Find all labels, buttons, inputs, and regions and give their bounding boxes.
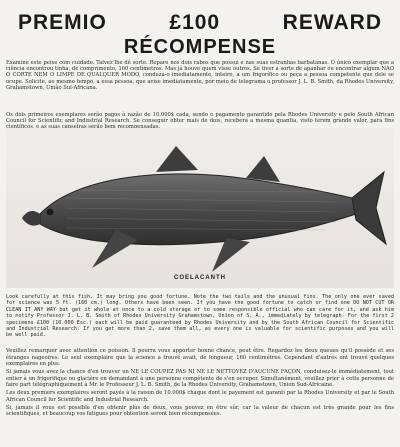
pelvic-fin — [212, 238, 250, 272]
fish-body — [40, 174, 356, 245]
english-text: Look carefully at this fish. It may bring you good fortune. Note the two tails and the unusual fins. The only one ever saved for science was 5 ft. (160 cm.) long. Others have been seen. If you have the good fortune to catch or find one DO NOT CUT OR CLEAN IT ANY WAY but get it whole at once to a cold storage or to some responsible official who can care for it, and ask him to notify Professor J. L. B. Smith of Rhodes University Grahamstown, Union of S. A., immediately by telegraph. For the first 2 specimens £100 (10.000 Esc.) each will be paid guaranteed by Rhodes University and by the South African Council for Scientific and Industrial Research. If you get more than 2, save them all, as every one is valuable for scientific purposes and you will be well paid. — [6, 294, 394, 339]
french-text-3: Les deux premiers exemplaires seront payés à la raison de 10.000$ chaque dont le payement est garanti par la Rhodes University et par le South African Council for Scientific and Industrial Research. — [6, 390, 394, 403]
portuguese-paragraph-2 — [6, 112, 394, 126]
french-text-4: Si, jamais il vous est possible d'en obtenir plus de deux, vous pouvez en être sûr, car la valeur de chacun est très grande pour les fins scientifiques, et beaucoup vos fatigues pour obtention seront bien récompensées. — [6, 404, 394, 417]
portuguese-paragraph-1 — [6, 60, 394, 110]
french-section — [6, 348, 394, 443]
portuguese-text-1: Examine este peixe com cuidado. Talvez lhe dê sorte. Repare nos dois rabos que possui e nas suas estranhas barbatanas. O único exemplar que a ciência encontrou tinha, de comprimento, 160 centímetros. Mas já houve quem visse outros. Se tiver a sorte de apanhar ou encontrar algum NAO O CORTE NEM O LIMPE DE QUALQUER MODO, conduza-o imediatamente, inteiro, a um frigorífico ou peça a pessoa competente que dele se ocupe. Solicite, ao mesmo tempo, a essa pessoa, que avise imediatamente, por meio de telegrama o professor J. L. B. Smith, da Rhodes University, Grahamstown, União Sul-Africana. — [6, 60, 394, 91]
coelacanth-illustration — [6, 128, 394, 288]
fish-tail — [352, 172, 386, 244]
title-row — [18, 12, 382, 34]
french-text-2: Si jamais vous avez la chance d'en trouver un NE LE COUPEZ PAS NI NE LE NETTOYEZ D'AUCUNE FAÇON, conduisez-le immédiatement, tout entier à un frigorifique ou glacière en demandant à une personne compétente de s'en occuper. Simultanément, veuillez prier à cette personne de faire part télégraphiquement à Mr. le Professeur J. L. B. Smith, de la Rhodes University, Grahamstown, Union Sud-Africaine. — [6, 369, 394, 388]
portuguese-text-2: Os dois primeiros exemplares serão pagos à razão de 10.000$ cada, sendo o pagamento garantido pela Rhodes University e pelo South African Council for Scientific and Industrial Research. Se conseguir obter mais de dois, receberá a mesma quantia, visto terem grande valor, para fins — [6, 112, 394, 125]
recompense-heading: RÉCOMPENSE — [123, 36, 277, 58]
amount-heading: £100 — [169, 11, 221, 34]
coelacanth-caption: COELACANTH — [174, 275, 226, 281]
reward-heading: REWARD — [282, 11, 382, 34]
premio-heading: PREMIO — [18, 11, 107, 34]
dorsal-fin-1 — [156, 146, 198, 172]
dorsal-fin-2 — [246, 156, 280, 182]
french-text-1: Veuillez remarquer avec attention ce poisson. Il pourra vous apporter bonne chance, peut être. Regardez les deux queues qu'il possède et ses étranges nageoires. Le seul exemplaire que la science a trouvé avait, de longueur, 160 centimètres. Cependant d'autres ont trouvé quelques exemplaires en plus. — [6, 348, 394, 367]
fish-eye — [47, 209, 54, 216]
fish-head — [22, 211, 40, 226]
coelacanth-photo — [6, 128, 394, 288]
poster-header — [0, 0, 400, 58]
english-paragraph — [6, 294, 394, 342]
